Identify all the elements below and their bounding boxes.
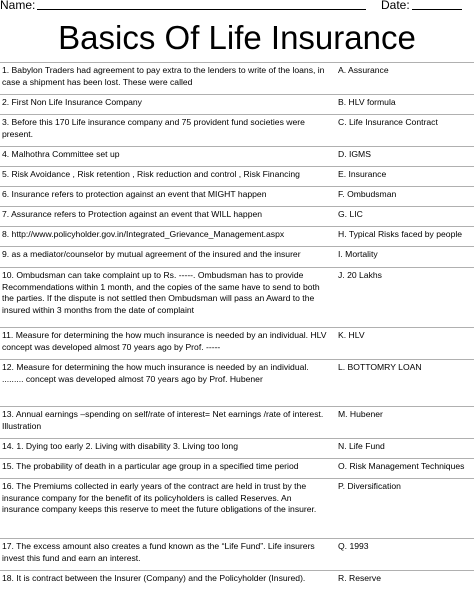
date-field-line[interactable] <box>412 9 462 10</box>
answer-option-6: F. Ombudsman <box>338 189 397 199</box>
answer-option-16: P. Diversification <box>338 481 401 491</box>
row-divider <box>0 114 474 116</box>
question-1: 1. Babylon Traders had agreement to pay extra to the lenders to write of the loans, in case a shipment has been lost. These were called <box>2 65 325 87</box>
row-divider <box>0 94 474 96</box>
question-10: 10. Ombudsman can take complaint up to Rs. -----. Ombudsman has to provide Recommendations within 1 month, and the copies of the same have to send to both the parties. If the dispute is not settled then Ombudsman will pass an Award to the insured within 3 months from the date of complaint <box>2 270 320 315</box>
answer-option-5: E. Insurance <box>338 169 387 179</box>
row-divider <box>0 186 474 188</box>
answer-option-10: J. 20 Lakhs <box>338 270 382 280</box>
row-divider <box>0 327 474 329</box>
answer-option-18: R. Reserve <box>338 573 381 583</box>
answer-option-13: M. Hubener <box>338 409 383 419</box>
answer-option-9: I. Mortality <box>338 249 378 259</box>
answer-option-17: Q. 1993 <box>338 541 369 551</box>
answer-option-3: C. Life Insurance Contract <box>338 117 438 127</box>
question-3: 3. Before this 170 Life insurance company and 75 provident fund societies were present. <box>2 117 305 139</box>
question-9: 9. as a mediator/counselor by mutual agreement of the insured and the insurer <box>2 249 301 259</box>
question-17: 17. The excess amount also creates a fund known as the “Life Fund”. Life insurers invest this fund and earn an interest. <box>2 541 315 563</box>
row-divider <box>0 478 474 480</box>
question-13: 13. Annual earnings –spending on self/rate of interest= Net earnings /rate of interest. Illustration <box>2 409 324 431</box>
row-divider <box>0 246 474 248</box>
row-divider <box>0 406 474 408</box>
page-title: Basics Of Life Insurance <box>58 19 416 56</box>
date-label: Date: <box>381 0 410 12</box>
answer-option-1: A. Assurance <box>338 65 389 75</box>
row-divider <box>0 438 474 440</box>
row-divider <box>0 267 474 269</box>
answer-option-12: L. BOTTOMRY LOAN <box>338 362 422 372</box>
answer-option-7: G. LIC <box>338 209 363 219</box>
row-divider <box>0 570 474 572</box>
name-field-line[interactable] <box>37 9 366 10</box>
question-6: 6. Insurance refers to protection against an event that MIGHT happen <box>2 189 267 199</box>
answer-option-8: H. Typical Risks faced by people <box>338 229 463 239</box>
question-12: 12. Measure for determining the how much insurance is needed by an individual. ......... concept was developed almost 70 years ago by Prof. Hubener <box>2 362 309 384</box>
row-divider <box>0 226 474 228</box>
row-divider <box>0 146 474 148</box>
row-divider <box>0 458 474 460</box>
answer-option-4: D. IGMS <box>338 149 371 159</box>
question-5: 5. Risk Avoidance , Risk retention , Risk reduction and control , Risk Financing <box>2 169 300 179</box>
question-4: 4. Malhothra Committee set up <box>2 149 120 159</box>
answer-option-15: O. Risk Management Techniques <box>338 461 465 471</box>
question-2: 2. First Non Life Insurance Company <box>2 97 142 107</box>
question-18: 18. It is contract between the Insurer (Company) and the Policyholder (Insured). <box>2 573 306 583</box>
question-11: 11. Measure for determining the how much insurance is needed by an individual. HLV concept was developed almost 70 years ago by Prof. ----- <box>2 330 327 352</box>
row-divider <box>0 538 474 540</box>
question-8: 8. http://www.policyholder.gov.in/Integrated_Grievance_Management.aspx <box>2 229 285 239</box>
question-15: 15. The probability of death in a particular age group in a specified time period <box>2 461 299 471</box>
answer-option-14: N. Life Fund <box>338 441 385 451</box>
answer-option-11: K. HLV <box>338 330 365 340</box>
question-7: 7. Assurance refers to Protection against an event that WILL happen <box>2 209 263 219</box>
row-divider <box>0 359 474 361</box>
question-14: 14. 1. Dying too early 2. Living with disability 3. Living too long <box>2 441 238 451</box>
row-divider <box>0 166 474 168</box>
row-divider <box>0 206 474 208</box>
worksheet-header <box>0 0 474 12</box>
answer-option-2: B. HLV formula <box>338 97 396 107</box>
question-16: 16. The Premiums collected in early years of the contract are held in trust by the insurance company for the benefit of its policyholders is called Reserves. An insurance company keeps this reserve to meet the future obligations of the insurer. <box>2 481 317 515</box>
row-divider <box>0 62 474 64</box>
name-label: Name: <box>0 0 36 12</box>
